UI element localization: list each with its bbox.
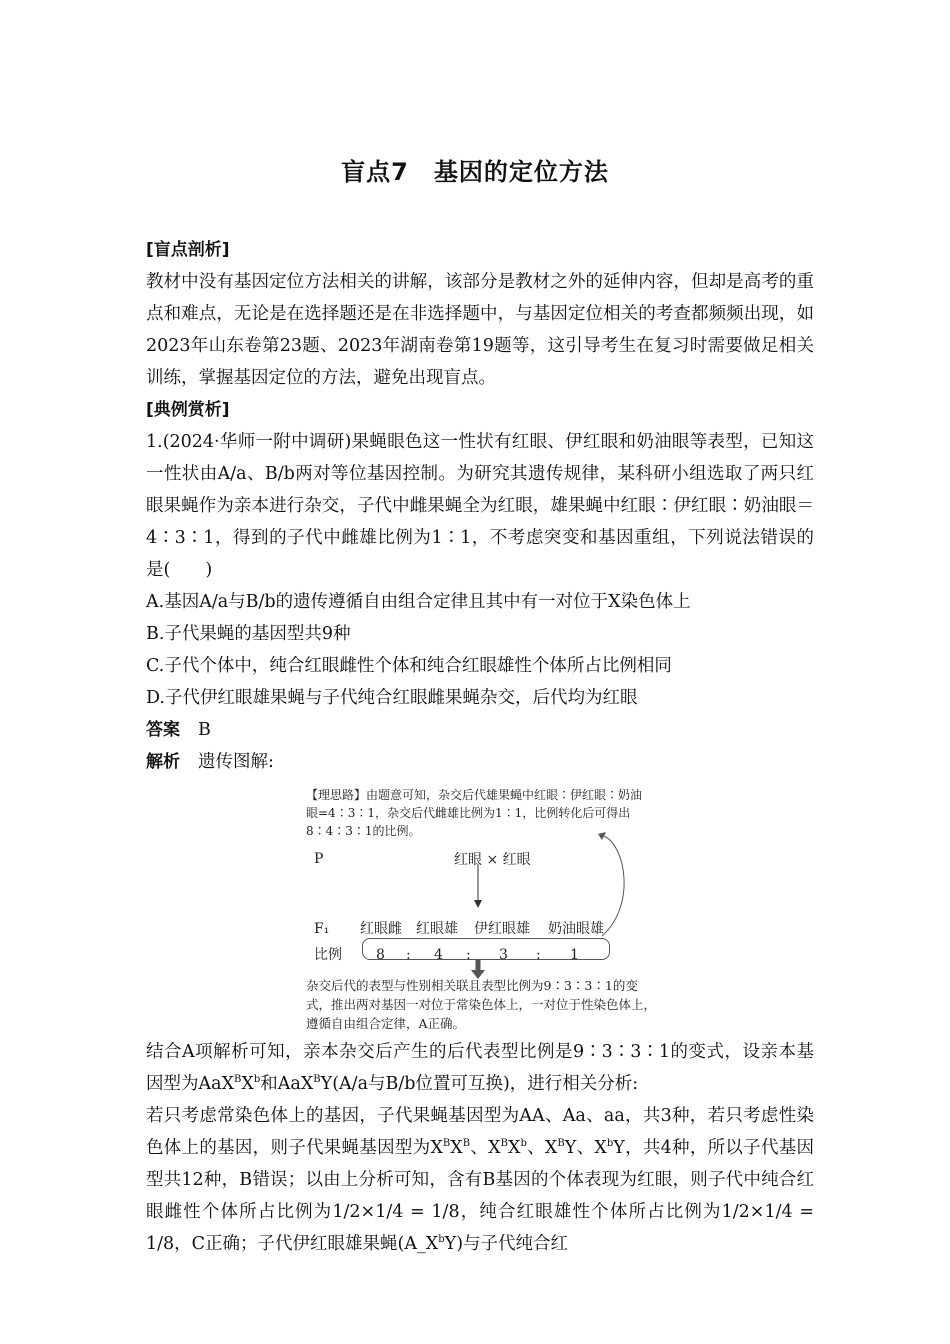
explanation-paragraph-2: [146, 1100, 814, 1260]
superscript: B: [234, 1074, 242, 1086]
text-run: 结合A项解析可知，亲本杂交后产生的后代表型比例是9∶3∶3∶1的变式，设亲本基因型为AaX: [146, 1042, 814, 1094]
option-b: B.子代果蝇的基因型共9种: [146, 624, 351, 644]
curved-arrow: [602, 836, 624, 936]
page-title: 盲点7 基因的定位方法: [341, 158, 609, 186]
phenotype-4: 奶油眼雄: [548, 921, 604, 937]
superscript: b: [438, 1234, 445, 1246]
explain-label: 解析: [146, 752, 180, 772]
superscript: b: [520, 1138, 527, 1150]
answer-value: B: [198, 720, 211, 740]
explain-line: [146, 746, 814, 778]
cross-arrow-head: [474, 900, 482, 908]
text-run: X: [488, 1138, 501, 1158]
option-d: D.子代伊红眼雄果蝇与子代纯合红眼雌果蝇杂交，后代均为红眼: [146, 688, 638, 708]
example-heading: [典例赏析]: [146, 400, 230, 420]
text-run: Y(A/a与B/b位置可互换)，进行相关分析:: [320, 1074, 639, 1094]
text-run: Y)与子代纯合红: [444, 1234, 569, 1254]
text-run: ，共4种，所以子代基因型共12种，B错误；以由上分析可知，含有B基因的个体表现为红眼，则子代中纯合红眼雌性个体所占比例为1/2×1/4 = 1/8，纯合红眼雄性个体所占比例为1/2×1/4 = 1/8，C正确；子代伊红眼雄果蝇(A_X: [146, 1138, 815, 1254]
ratio-value: 8: [376, 947, 385, 963]
text-run: Y: [613, 1138, 625, 1158]
answer-line: [146, 714, 814, 746]
figure-note: 【理思路】由题意可知，杂交后代雄果蝇中红眼∶伊红眼∶奶油眼=4∶3∶1，杂交后代雌雄比例为1∶1，比例转化后可得出8∶4∶3∶1的比例。: [306, 788, 643, 838]
option-c: C.子代个体中，纯合红眼雌性个体和纯合红眼雄性个体所占比例相同: [146, 656, 672, 676]
superscript: b: [606, 1138, 614, 1150]
text-run: X: [544, 1138, 558, 1158]
f1-label: F₁: [314, 921, 330, 937]
figure-conclusion: 杂交后代的表型与性别相关联且表型比例为9∶3∶3∶1的变式，推出两对基因一对位于常染色体上，一对位于性染色体上，遵循自由组合定律，A正确。: [306, 978, 657, 1031]
genetic-diagram: [306, 786, 666, 1031]
text-run: 、: [576, 1138, 595, 1158]
phenotype-1: 红眼雌: [360, 921, 402, 937]
text-run: 、: [526, 1138, 545, 1158]
ratio-value: 4: [434, 947, 443, 963]
question-text: 1.(2024·华师一附中调研)果蝇眼色这一性状有红眼、伊红眼和奶油眼等表型，已知这一性状由A/a、B/b两对等位基因控制。为研究其遗传规律，某科研小组选取了两只红眼果蝇作为亲本进行杂交，子代中雌果蝇全为红眼，雄果蝇中红眼∶伊红眼∶奶油眼＝4∶3∶1，得到的子代中雌雄比例为1∶1，不考虑突变和基因重组，下列说法错误的是( ): [146, 432, 814, 580]
ratio-separator: :: [406, 947, 411, 963]
text-run: X: [507, 1138, 521, 1158]
explain-intro: 遗传图解:: [198, 752, 274, 772]
text-run: 和AaX: [260, 1074, 314, 1094]
text-run: Y: [564, 1138, 577, 1158]
analysis-text: 教材中没有基因定位方法相关的讲解，该部分是教材之外的延伸内容，但却是高考的重点和难点，无论是在选择题还是在非选择题中，与基因定位相关的考查都频频出现，如2023年山东卷第23题、2023年湖南卷第19题等，这引导考生在复习时需要做足相关训练，掌握基因定位的方法，避免出现盲点。: [146, 272, 814, 388]
analysis-heading: [盲点剖析]: [146, 240, 230, 260]
ratio-label: 比例: [314, 947, 342, 963]
superscript: B: [462, 1138, 471, 1150]
explanation-paragraph-1: [146, 1036, 814, 1100]
option-a: A.基因A/a与B/b的遗传遵循自由组合定律且其中有一对位于X染色体上: [146, 592, 691, 612]
text-run: 若只考虑常染色体上的基因，子代果蝇基因型为AA、Aa、aa，共3种，若只考虑性染色体上的基因，则子代果蝇基因型为X: [146, 1106, 814, 1158]
phenotype-2: 红眼雄: [416, 921, 458, 937]
text-run: X: [450, 1138, 463, 1158]
superscript: B: [500, 1138, 508, 1150]
p-label: P: [314, 851, 324, 867]
superscript: b: [253, 1074, 261, 1086]
text-run: X: [241, 1074, 254, 1094]
ratio-value: 1: [570, 947, 579, 963]
document-body: [146, 234, 814, 1260]
text-run: X: [594, 1138, 607, 1158]
ratio-separator: :: [466, 947, 471, 963]
text-run: 、: [470, 1138, 489, 1158]
cross-text: 红眼 × 红眼: [454, 852, 531, 868]
ratio-separator: :: [536, 947, 541, 963]
phenotype-3: 伊红眼雄: [474, 921, 530, 937]
superscript: B: [557, 1138, 565, 1150]
superscript: B: [313, 1074, 321, 1086]
superscript: B: [442, 1138, 451, 1150]
ratio-value: 3: [499, 947, 508, 963]
answer-label: 答案: [146, 720, 180, 740]
